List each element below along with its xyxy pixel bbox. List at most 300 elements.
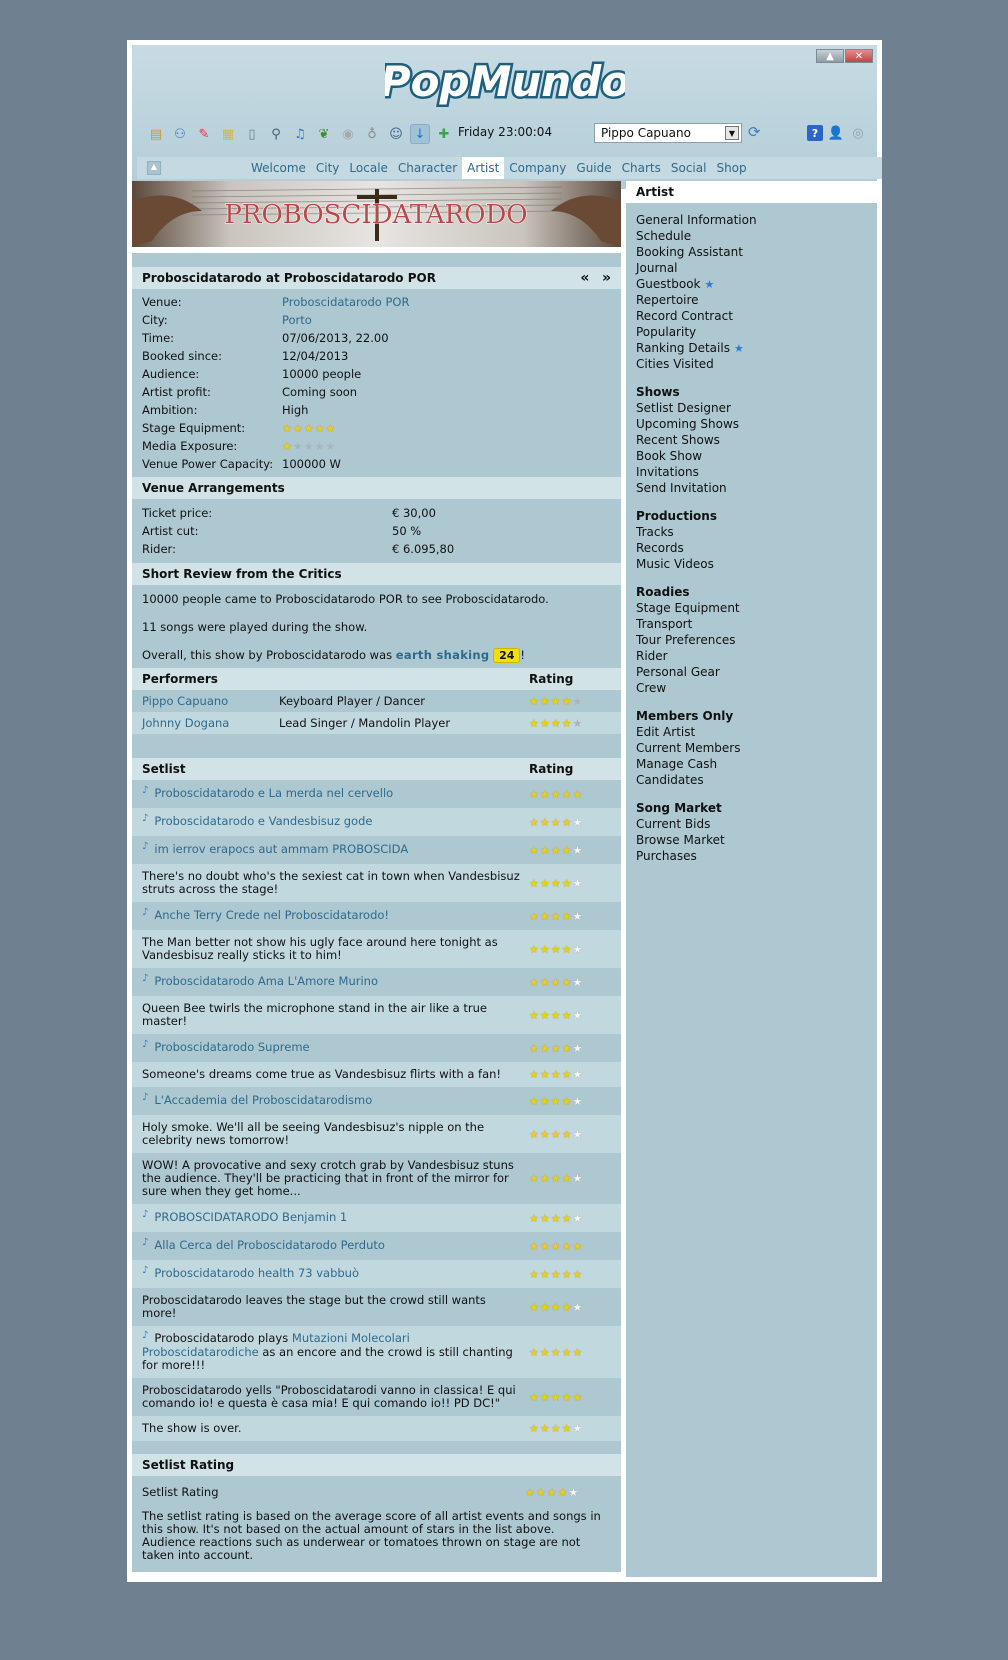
star-filled-icon: ★ — [561, 787, 572, 801]
sidebar-groups — [626, 203, 877, 864]
star-filled-icon: ★ — [561, 1172, 572, 1185]
sidebar-item-popularity[interactable] — [636, 324, 867, 340]
help-icon[interactable]: ? — [807, 125, 823, 141]
chevron-down-icon[interactable]: ▼ — [725, 126, 739, 140]
arrangement-label: Ticket price: — [142, 506, 213, 520]
sidebar-item-recent-shows[interactable] — [636, 432, 867, 448]
event-text: Proboscidatarodo leaves the stage but the crowd still wants more! — [142, 1293, 486, 1320]
sidebar-item-setlist-designer[interactable] — [636, 400, 867, 416]
sidebar-group-title: Song Market — [636, 801, 722, 815]
star-empty-icon: ★ — [572, 716, 583, 730]
review-verdict-suffix: ! — [520, 648, 525, 662]
star-filled-icon: ★ — [572, 1267, 583, 1281]
song-link[interactable]: PROBOSCIDATARODO Benjamin 1 — [154, 1210, 348, 1224]
sidebar-item-label: Stage Equipment — [636, 601, 740, 615]
sidebar-item-label: Browse Market — [636, 833, 725, 847]
setlist-text — [142, 1094, 529, 1108]
star-empty-icon: ★ — [572, 942, 583, 956]
sidebar-item-transport[interactable] — [636, 616, 867, 632]
rating-stars — [529, 977, 582, 988]
song-link[interactable]: Proboscidatarodo e La merda nel cervello — [154, 786, 394, 800]
notes-icon[interactable]: ▦ — [221, 126, 235, 142]
star-filled-icon: ★ — [550, 1390, 561, 1404]
sidebar-item-label: Setlist Designer — [636, 401, 731, 415]
page-frame — [127, 40, 882, 1582]
star-filled-icon: ★ — [529, 716, 539, 730]
star-filled-icon: ★ — [561, 815, 572, 829]
sidebar-item-label: Crew — [636, 681, 667, 695]
star-filled-icon: ★ — [550, 1094, 561, 1108]
star-filled-icon: ★ — [561, 1239, 572, 1253]
collapse-icon[interactable]: ▲ — [147, 161, 161, 175]
sidebar-item-tour-preferences[interactable] — [636, 632, 867, 648]
star-filled-icon: ★ — [314, 421, 325, 435]
performers-title: Performers — [142, 672, 218, 686]
star-empty-icon: ★ — [572, 1211, 583, 1225]
rating-stars — [529, 789, 582, 800]
star-filled-icon: ★ — [539, 942, 550, 956]
sidebar-item-label: Booking Assistant — [636, 245, 743, 259]
music-note-icon: ♪ — [142, 841, 149, 852]
banner-text: PROBOSCIDATARODO — [224, 200, 528, 230]
star-filled-icon: ★ — [282, 421, 292, 435]
star-filled-icon: ★ — [550, 975, 561, 989]
rating-stars — [529, 1010, 582, 1021]
star-filled-icon: ★ — [539, 1211, 550, 1225]
review-header — [132, 563, 621, 585]
setlist-rating-label: Rating — [529, 762, 574, 776]
star-filled-icon: ★ — [539, 909, 550, 923]
setlist-text — [142, 975, 529, 989]
detail-label: Artist profit: — [142, 385, 211, 399]
star-filled-icon: ★ — [539, 716, 550, 730]
star-filled-icon: ★ — [561, 942, 572, 956]
rating-stars — [529, 911, 582, 922]
star-empty-icon: ★ — [572, 1068, 583, 1081]
detail-link[interactable]: Proboscidatarodo POR — [282, 295, 410, 309]
rating-stars — [529, 1392, 582, 1403]
sidebar-item-current-bids[interactable] — [636, 816, 867, 832]
performer-role: Lead Singer / Mandolin Player — [279, 716, 451, 730]
nav-character[interactable]: Character — [397, 161, 458, 175]
rating-stars — [529, 1269, 582, 1280]
sidebar-item-label: Cities Visited — [636, 357, 714, 371]
nav-city[interactable]: City — [315, 161, 340, 175]
event-text: Proboscidatarodo yells "Proboscidatarodi vanno in classica! E qui comando io! e questa è casa mia! E qui comando io!! PD DC!" — [142, 1383, 516, 1410]
setlist-text — [142, 1068, 529, 1081]
nav-items — [246, 157, 752, 179]
setlist-event-row — [132, 1326, 621, 1378]
star-filled-icon: ★ — [529, 909, 539, 923]
sidebar-item-label: Edit Artist — [636, 725, 696, 739]
detail-value: Coming soon — [282, 385, 358, 399]
sidebar-item-label: Music Videos — [636, 557, 714, 571]
setlist-text — [142, 815, 529, 829]
star-icon: ★ — [733, 342, 744, 355]
star-filled-icon: ★ — [539, 787, 550, 801]
sidebar-item-personal-gear[interactable] — [636, 664, 867, 680]
review-line-1: 10000 people came to Proboscidatarodo POR to see Proboscidatarodo. — [142, 592, 549, 606]
star-filled-icon: ★ — [539, 1068, 550, 1081]
leaf-icon[interactable]: ❦ — [318, 126, 330, 142]
star-filled-icon: ★ — [561, 1345, 572, 1359]
setlist-text — [142, 870, 529, 896]
star-filled-icon: ★ — [529, 975, 539, 989]
sidebar-item-label: Current Bids — [636, 817, 711, 831]
header — [132, 45, 877, 189]
setlist-text — [142, 1121, 529, 1147]
detail-value: 07/06/2013, 22.00 — [282, 331, 389, 345]
logo[interactable] — [385, 50, 625, 116]
star-filled-icon: ★ — [550, 1068, 561, 1081]
arrangements-title: Venue Arrangements — [142, 481, 285, 495]
download-arrow-icon[interactable]: ↓ — [410, 124, 430, 144]
detail-label: Venue Power Capacity: — [142, 457, 274, 471]
minimize-icon[interactable]: ▲ — [816, 49, 844, 63]
user-icon[interactable]: 👤 — [827, 125, 845, 141]
show-detail-row — [132, 419, 621, 437]
star-filled-icon: ★ — [550, 909, 561, 923]
sidebar-group — [626, 800, 877, 864]
star-filled-icon: ★ — [550, 1211, 561, 1225]
song-link[interactable]: Proboscidatarodo e Vandesbisuz gode — [154, 814, 373, 828]
performer-row — [132, 690, 621, 712]
sidebar-item-guestbook[interactable] — [636, 276, 867, 292]
star-filled-icon: ★ — [561, 1094, 572, 1108]
nav-charts[interactable]: Charts — [621, 161, 661, 175]
setlist-list — [132, 780, 621, 1441]
setlist-text — [142, 1267, 529, 1281]
review-line-3 — [142, 646, 611, 664]
sidebar-item-current-members[interactable] — [636, 740, 867, 756]
setlist-text — [142, 1384, 529, 1410]
sidebar-item-records[interactable] — [636, 540, 867, 556]
sidebar-item-purchases[interactable] — [636, 848, 867, 864]
song-link[interactable]: Proboscidatarodo Ama L'Amore Murino — [154, 974, 378, 988]
pencil-icon[interactable]: ✎ — [198, 126, 210, 142]
song-link[interactable]: Proboscidatarodo Supreme — [154, 1040, 310, 1054]
people-icon[interactable]: ⚇ — [174, 126, 186, 142]
setlist-song-row — [132, 780, 621, 808]
star-filled-icon: ★ — [550, 694, 561, 708]
show-detail-row — [132, 311, 621, 329]
nav-locale[interactable]: Locale — [349, 161, 388, 175]
detail-label: Ambition: — [142, 403, 198, 417]
arrangement-label: Artist cut: — [142, 524, 199, 538]
star-empty-icon: ★ — [572, 815, 583, 829]
sidebar-item-cities-visited[interactable] — [636, 356, 867, 372]
setlist-song-row — [132, 836, 621, 864]
music-note-icon: ♪ — [142, 785, 149, 796]
sidebar-item-schedule[interactable] — [636, 228, 867, 244]
star-filled-icon: ★ — [539, 1390, 550, 1404]
star-filled-icon: ★ — [561, 1422, 572, 1435]
window-buttons — [816, 49, 873, 63]
logo-image — [385, 50, 625, 116]
star-empty-icon: ★ — [572, 1008, 583, 1022]
star-filled-icon: ★ — [550, 1267, 561, 1281]
star-filled-icon: ★ — [529, 1422, 539, 1435]
nav-social[interactable]: Social — [670, 161, 707, 175]
star-empty-icon: ★ — [568, 1485, 579, 1499]
detail-label: Media Exposure: — [142, 439, 238, 453]
sidebar-item-booking-assistant[interactable] — [636, 244, 867, 260]
setlist-text — [142, 1002, 529, 1028]
star-filled-icon: ★ — [529, 942, 539, 956]
star-empty-icon: ★ — [572, 876, 583, 890]
sidebar-item-candidates[interactable] — [636, 772, 867, 788]
sidebar-item-label: Journal — [636, 261, 678, 275]
artist-banner — [132, 181, 621, 247]
star-filled-icon: ★ — [561, 909, 572, 923]
setlist-text — [142, 909, 529, 923]
arrangement-row — [132, 504, 621, 522]
song-link[interactable]: im ierrov erapocs aut ammam PROBOSCIDA — [154, 842, 409, 856]
book-icon[interactable]: ▯ — [248, 126, 256, 142]
music-note-icon[interactable]: ♫ — [294, 126, 306, 142]
show-title: Proboscidatarodo at Proboscidatarodo POR — [142, 271, 436, 285]
music-note-icon: ♪ — [142, 1330, 149, 1341]
song-link[interactable]: Alla Cerca del Proboscidatarodo Perduto — [154, 1238, 385, 1252]
setlist-event-row — [132, 1062, 621, 1087]
detail-label: Audience: — [142, 367, 200, 381]
encore-song-link[interactable]: Mutazioni Molecolari Proboscidatarodiche — [142, 1331, 410, 1359]
sidebar-item-journal[interactable] — [636, 260, 867, 276]
setlist-event-row — [132, 864, 621, 902]
show-detail-row — [132, 437, 621, 455]
star-empty-icon: ★ — [572, 843, 583, 857]
star-filled-icon: ★ — [529, 1300, 539, 1314]
review-verdict-prefix: Overall, this show by Proboscidatarodo was — [142, 648, 393, 662]
music-note-icon: ♪ — [142, 1039, 149, 1050]
star-filled-icon: ★ — [561, 1267, 572, 1281]
star-filled-icon: ★ — [529, 787, 539, 801]
setlist-text — [142, 843, 529, 857]
star-filled-icon: ★ — [539, 815, 550, 829]
arrangement-value: 50 % — [392, 524, 422, 538]
star-filled-icon: ★ — [550, 942, 561, 956]
setlist-event-row — [132, 1288, 621, 1326]
performers-rating-label: Rating — [529, 672, 574, 686]
detail-link[interactable]: Porto — [282, 313, 312, 327]
sidebar-item-general-information[interactable] — [636, 212, 867, 228]
song-link[interactable]: L'Accademia del Proboscidatarodismo — [154, 1093, 373, 1107]
rating-stars — [529, 1302, 582, 1313]
nav-artist[interactable]: Artist — [462, 157, 504, 179]
prev-show-button[interactable]: « — [580, 270, 590, 286]
rating-stars — [529, 878, 582, 889]
sidebar-item-send-invitation[interactable] — [636, 480, 867, 496]
sidebar-item-invitations[interactable] — [636, 464, 867, 480]
star-filled-icon: ★ — [529, 1127, 539, 1141]
rating-stars — [529, 845, 582, 856]
arrangement-value: € 30,00 — [392, 506, 436, 520]
star-empty-icon: ★ — [572, 1300, 583, 1314]
setlist-text — [142, 1294, 529, 1320]
arrangements-header — [132, 477, 621, 499]
globe-icon[interactable]: ◎ — [852, 125, 864, 141]
setlist-rating-row-label: Setlist Rating — [142, 1485, 219, 1499]
encore-prefix: Proboscidatarodo plays — [154, 1331, 289, 1345]
refresh-icon[interactable]: ⟳ — [748, 123, 761, 141]
star-filled-icon: ★ — [561, 876, 572, 890]
sidebar-group-title: Productions — [636, 509, 717, 523]
close-icon[interactable]: ✕ — [845, 49, 873, 63]
sidebar-item-label: Book Show — [636, 449, 703, 463]
sidebar-item-upcoming-shows[interactable] — [636, 416, 867, 432]
setlist-song-row — [132, 1232, 621, 1260]
character-select[interactable] — [594, 123, 742, 143]
star-filled-icon: ★ — [539, 1300, 550, 1314]
music-note-icon: ♪ — [142, 973, 149, 984]
setlist-text — [142, 1332, 529, 1372]
star-filled-icon: ★ — [561, 716, 572, 730]
star-filled-icon: ★ — [539, 1422, 550, 1435]
sidebar-item-stage-equipment[interactable] — [636, 600, 867, 616]
star-filled-icon: ★ — [550, 1239, 561, 1253]
star-filled-icon: ★ — [539, 1239, 550, 1253]
star-empty-icon: ★ — [572, 909, 583, 923]
setlist-title: Setlist — [142, 762, 186, 776]
rating-stars — [529, 1241, 582, 1252]
nav-company[interactable]: Company — [509, 161, 567, 175]
banner-image — [132, 181, 621, 247]
star-filled-icon: ★ — [546, 1485, 557, 1499]
detail-label: City: — [142, 313, 168, 327]
star-filled-icon: ★ — [550, 876, 561, 890]
plus-icon[interactable]: ✚ — [438, 126, 450, 142]
setlist-song-row — [132, 1087, 621, 1115]
performer-name-link[interactable]: Johnny Dogana — [142, 716, 230, 730]
star-icon: ★ — [704, 278, 715, 291]
sidebar-item-ranking-details[interactable] — [636, 340, 867, 356]
next-show-button[interactable]: » — [601, 270, 611, 286]
sidebar-item-record-contract[interactable] — [636, 308, 867, 324]
setlist-rating-body — [132, 1476, 621, 1572]
sidebar-item-label: Records — [636, 541, 684, 555]
star-filled-icon: ★ — [325, 421, 336, 435]
setlist-rating-note: The setlist rating is based on the average score of all artist events and songs in this show. It's not based on the actual amount of stars in the list above. Audience reactions such as underwear or tomatoes thrown on stage are not taken into account. — [142, 1509, 601, 1562]
character-select-value: Pippo Capuano — [601, 126, 691, 140]
star-filled-icon: ★ — [561, 1068, 572, 1081]
star-empty-icon: ★ — [572, 975, 583, 989]
star-empty-icon: ★ — [325, 439, 336, 453]
star-filled-icon: ★ — [535, 1485, 546, 1499]
city-icon[interactable]: ▤ — [149, 126, 163, 142]
music-note-icon: ♪ — [142, 907, 149, 918]
star-filled-icon: ★ — [529, 1267, 539, 1281]
star-filled-icon: ★ — [561, 1008, 572, 1022]
star-filled-icon: ★ — [529, 1041, 539, 1055]
setlist-text — [142, 787, 529, 801]
star-filled-icon: ★ — [572, 1390, 583, 1404]
sidebar-item-manage-cash[interactable] — [636, 756, 867, 772]
sidebar-item-book-show[interactable] — [636, 448, 867, 464]
sidebar-item-label: Send Invitation — [636, 481, 727, 495]
star-filled-icon: ★ — [539, 1094, 550, 1108]
star-filled-icon: ★ — [529, 694, 539, 708]
sidebar-item-label: Rider — [636, 649, 668, 663]
star-filled-icon: ★ — [539, 1172, 550, 1185]
star-filled-icon: ★ — [539, 843, 550, 857]
sidebar-item-music-videos[interactable] — [636, 556, 867, 572]
detail-label: Stage Equipment: — [142, 421, 246, 435]
nav-welcome[interactable]: Welcome — [251, 161, 306, 175]
search-icon[interactable]: ⚲ — [271, 126, 281, 142]
sidebar-item-label: Candidates — [636, 773, 704, 787]
sidebar-item-browse-market[interactable] — [636, 832, 867, 848]
song-link[interactable]: Anche Terry Crede nel Proboscidatarodo! — [154, 908, 390, 922]
detail-stars — [282, 437, 335, 455]
sidebar-item-label: Guestbook — [636, 277, 701, 291]
music-note-icon: ♪ — [142, 1092, 149, 1103]
show-title-bar — [132, 267, 621, 289]
star-empty-icon: ★ — [292, 439, 303, 453]
song-link[interactable]: Proboscidatarodo health 73 vabbuò — [154, 1266, 360, 1280]
sidebar-item-label: Transport — [636, 617, 693, 631]
star-filled-icon: ★ — [529, 1345, 539, 1359]
star-filled-icon: ★ — [550, 815, 561, 829]
detail-value: 12/04/2013 — [282, 349, 349, 363]
sidebar-item-repertoire[interactable] — [636, 292, 867, 308]
sidebar-item-rider[interactable] — [636, 648, 867, 664]
performer-name-link[interactable]: Pippo Capuano — [142, 694, 229, 708]
star-filled-icon: ★ — [539, 1345, 550, 1359]
event-text: Someone's dreams come true as Vandesbisuz flirts with a fan! — [142, 1067, 502, 1081]
sidebar-group — [626, 212, 877, 372]
sidebar-group — [626, 508, 877, 572]
sidebar-group-title: Roadies — [636, 585, 690, 599]
show-detail-row — [132, 293, 621, 311]
sidebar-group-title: Members Only — [636, 709, 734, 723]
encore-suffix: as an encore and the crowd is still chanting for more!!! — [142, 1345, 513, 1372]
event-text: There's no doubt who's the sexiest cat in town when Vandesbisuz struts across the stage! — [142, 869, 520, 896]
show-detail-row — [132, 347, 621, 365]
star-filled-icon: ★ — [550, 843, 561, 857]
sidebar-group — [626, 708, 877, 788]
detail-label: Time: — [142, 331, 175, 345]
nav-shop[interactable]: Shop — [716, 161, 747, 175]
rating-stars — [282, 441, 335, 452]
star-filled-icon: ★ — [529, 1094, 539, 1108]
sidebar-item-label: Schedule — [636, 229, 692, 243]
star-filled-icon: ★ — [529, 1068, 539, 1081]
detail-stars — [282, 419, 335, 437]
character-icon[interactable]: ☺ — [389, 126, 403, 142]
sidebar-item-label: Popularity — [636, 325, 697, 339]
main-content — [132, 181, 621, 1572]
sidebar-item-label: General Information — [636, 213, 757, 227]
sidebar-item-edit-artist[interactable] — [636, 724, 867, 740]
star-filled-icon: ★ — [561, 694, 572, 708]
sidebar-item-label: Ranking Details — [636, 341, 730, 355]
arrangement-value: € 6.095,80 — [392, 542, 455, 556]
nav-guide[interactable]: Guide — [576, 161, 612, 175]
star-filled-icon: ★ — [561, 975, 572, 989]
setlist-rating-header — [132, 1454, 621, 1476]
cd-icon[interactable]: ◉ — [342, 126, 354, 142]
performer-row — [132, 712, 621, 734]
sidebar-item-tracks[interactable] — [636, 524, 867, 540]
detail-label: Booked since: — [142, 349, 222, 363]
rating-stars — [529, 1043, 582, 1054]
sidebar-item-crew[interactable] — [636, 680, 867, 696]
music-note-icon: ♪ — [142, 1237, 149, 1248]
microphone-icon[interactable]: ♁ — [367, 126, 377, 142]
review-verdict-link[interactable]: earth shaking — [395, 648, 490, 662]
star-filled-icon: ★ — [550, 1300, 561, 1314]
setlist-song-row — [132, 1034, 621, 1062]
